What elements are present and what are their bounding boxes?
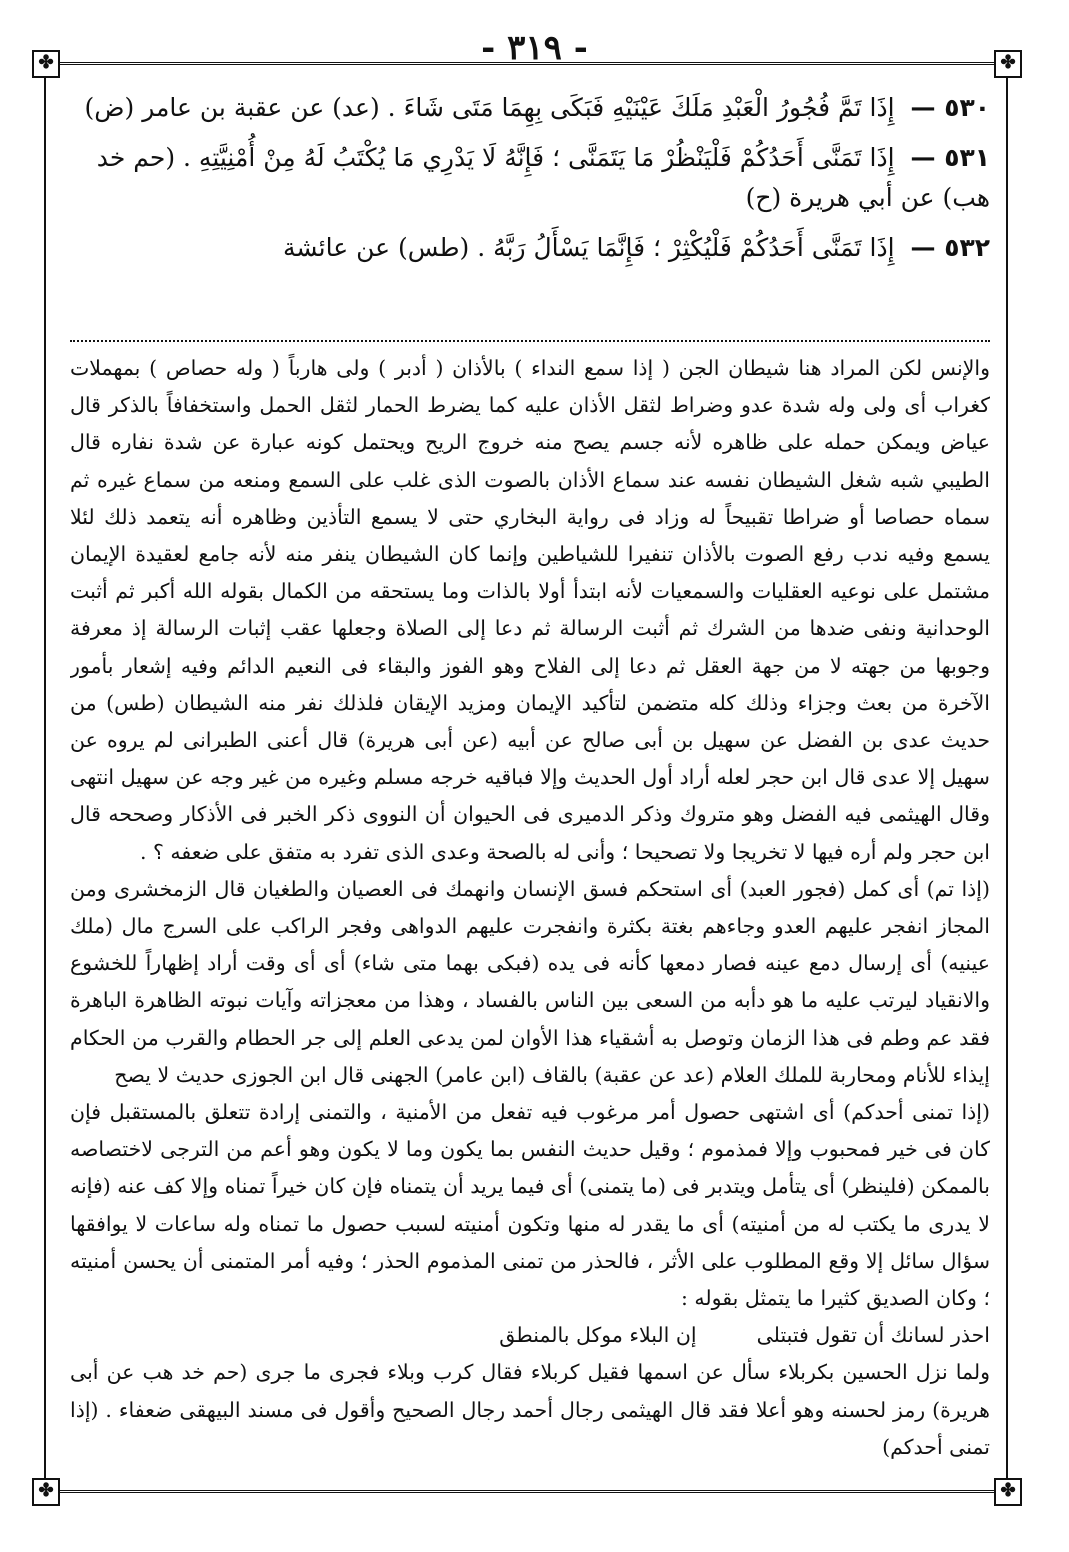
hadith-number: ٥٣٠ — (910, 93, 990, 122)
corner-ornament-icon: ✤ (32, 1478, 60, 1506)
commentary-paragraph: (إذا تم) أى كمل (فجور العبد) أى استحكم فسق الإنسان وانهمك فى العصيان والطغيان قال الزمخشرى ومن المجاز انفجر عليهم العدو وجاءهم بغتة بكثرة وانفجرت عليهم الدواهى وفجر الراكب على السرج مال (ملك عينيه) أى إرسال دمع عينه فصار دمعها كأنه فى يده (فبكى بهما متى شاء) أى أى وقت أراد إظهاراً للخشوع والانقياد ليرتب عليه ما هو دأبه من السعى بين الناس بالفساد ، وهذا من معجزاته وآيات نبوته الظاهرة الباهرة فقد عم وطم فى هذا الزمان وتوصل به أشقياء هذا الأوان لمن يدعى العلم إلى جر الحطام والقرب من الحكام إيذاء للأنام ومحاربة للملك العلام (عد عن عقبة) بالقاف (ابن عامر) الجهنى قال ابن الجوزى حديث لا يصح (70, 876, 990, 1087)
hadith-entry (70, 138, 990, 218)
corner-ornament-icon: ✤ (994, 1478, 1022, 1506)
commentary-paragraph: والإنس لكن المراد هنا شيطان الجن ( إذا سمع النداء ) بالأذان ( أدبر ) ولى هارباً ( وله حصاص ) بمهملات كغراب أى ولى وله شدة عدو وضراط لثقل الأذان عليه كما يضرط الحمار لثقل الحمل واستخفافاً بالذكر قال عياض ويمكن حمله على ظاهره لأنه جسم يصح منه خروج الريح ويحتمل كونه عبارة عن شدة نفاره قال الطيبي شبه شغل الشيطان نفسه عند سماع الأذان بالصوت الذى غلب على السمع ومنعه من سماع غيره ثم سماه حصاصا أو ضراطا تقبيحاً له وزاد فى رواية البخاري حتى لا يسمع التأذين وظاهره أنه يتعمد ذلك لئلا يسمع وفيه ندب رفع الصوت بالأذان تنفيرا للشياطين وإنما كان الشيطان ينفر منه لأنه جامع لعقيدة الإيمان مشتمل على نوعيه العقليات والسمعيات لأنه ابتدأ أولا بالذات وما يستحقه من الكمال بقوله الله أكبر ثم أثبت الوحدانية ونفى ضدها من الشرك ثم أثبت الرسالة ثم دعا إلى الصلاة وجعلها عقب إثبات الرسالة إذ معرفة وجوبها من جهته لا من جهة العقل ثم دعا إلى الفلاح وهو الفوز والبقاء فى النعيم الدائم وفيه إشعار بأمور الآخرة من بعث وجزاء وذلك كله متضمن لتأكيد الإيمان ومزيد الإيقان فلذلك نفر منه الشيطان (طس) من حديث عدى بن الفضل عن سهيل بن أبى صالح عن أبيه (عن أبى هريرة) قال أعنى الطبرانى لم يروه عن سهيل إلا عدى قال ابن حجر لعله أراد أول الحديث وإلا فباقيه خرجه مسلم وغيره من غير وجه عن سهيل انتهى وقال الهيثمى فيه الفضل وهو متروك وذكر الدميرى فى الحيوان أن النووى ذكر الخبر فى الأذكار وصححه قال ابن حجر ولم أره فيها لا تخريجا ولا تصحيحا ؛ وأنى له بالصحة وعدى الذى تفرد به متفق على ضعفه ؟ . (70, 356, 990, 864)
corner-ornament-icon: ✤ (994, 50, 1022, 78)
page-number: - ٣١٩ - (481, 28, 588, 68)
frame-top-border (44, 62, 1006, 65)
frame-bottom-border (44, 1490, 1006, 1493)
hadith-text: إِذَا تَمَّ فُجُورُ الْعَبْدِ مَلَكَ عَيْنَيْهِ فَبَكَى بِهِمَا مَتَى شَاءَ . (عد) عن عقبة بن عامر (ض) (84, 93, 895, 122)
verse-hemistich-right: احذر لسانك أن تقول فتبتلى (756, 1323, 990, 1348)
hadith-text: إِذَا تَمَنَّى أَحَدُكُمْ فَلْيُكْثِرْ ؛ فَإِنَّمَا يَسْأَلُ رَبَّهُ . (طس) عن عائشة (282, 233, 895, 262)
hadith-number: ٥٣١ — (910, 143, 990, 172)
verse-hemistich-left: إن البلاء موكل بالمنطق (499, 1323, 697, 1348)
commentary-paragraph: (إذا تمنى أحدكم) أى اشتهى حصول أمر مرغوب فيه تفعل من الأمنية ، والتمنى إرادة تتعلق بالمستقبل فإن كان فى خير فمحبوب وإلا فمذموم ؛ وقيل حديث النفس بما يكون وما لا يكون وهو أعم من الترجى لاختصاصه بالممكن (فلينظر) أى يتأمل ويتدبر فى (ما يتمنى) أى فيما يريد أن يتمناه فإن كان خيراً تمناه وإلا كف عنه (فإنه لا يدرى ما يكتب له من أمنيته) أى ما يقدر له منها وتكون أمنيته لسبب حصول ما تمناه وله ساعات لا يوافقها سؤال سائل إلا وقع المطلوب على الأثر ، فالحذر من تمنى المذموم الحذر ؛ وفيه أمر المتمنى أن يحسن أمنيته ؛ وكان الصديق كثيرا ما يتمثل بقوله : (70, 1100, 990, 1311)
hadith-list (70, 88, 990, 278)
hadith-text: إِذَا تَمَنَّى أَحَدُكُمْ فَلْيَنْظُرْ مَا يَتَمَنَّى ؛ فَإِنَّهُ لَا يَدْرِي مَا يُكْتَبُ لَهُ مِنْ أُمْنِيَّتِهِ . (حم خد هب) عن أبي هريرة (ح) (96, 143, 990, 212)
section-separator (70, 340, 990, 342)
commentary (70, 350, 990, 1480)
hadith-number: ٥٣٢ — (910, 233, 990, 262)
corner-ornament-icon: ✤ (32, 50, 60, 78)
poetry-verse (70, 1317, 990, 1354)
hadith-entry (70, 228, 990, 268)
hadith-entry (70, 88, 990, 128)
commentary-paragraph: ولما نزل الحسين بكربلاء سأل عن اسمها فقيل كربلاء فقال كرب وبلاء فجرى ما جرى (حم خد هب عن أبى هريرة) رمز لحسنه وهو أعلا فقد قال الهيثمى رجال أحمد رجال الصحيح وأقول فى مسند البيهقى ضعفاء . (إذا تمنى أحدكم) (70, 1360, 990, 1459)
